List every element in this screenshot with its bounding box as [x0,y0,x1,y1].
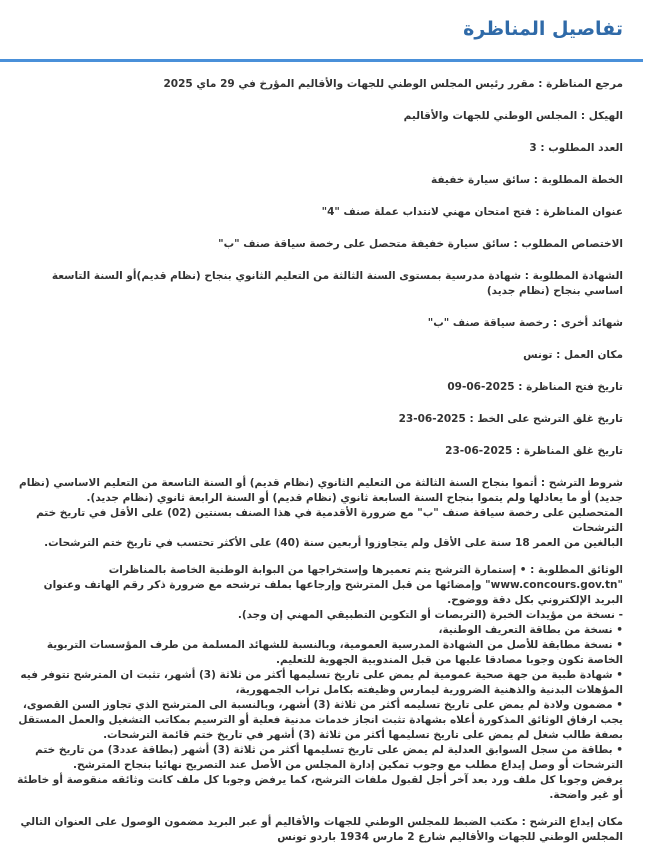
field-value: سائق سيارة خفيفة متحصل على رخصة سياقة صنف "ب" [218,238,510,250]
field-other-certificates: شهائد أخرى : رخصة سياقة صنف "ب" [427,317,623,329]
deposit-line: المجلس الوطني للجهات والأقاليم شارع 2 مارس 1934 باردو تونس [277,831,623,843]
field-label: العدد المطلوب [548,142,623,154]
conditions-label: شروط الترشح [548,477,623,489]
field-specialty: الاختصاص المطلوب : سائق سيارة خفيفة متحصل على رخصة سياقة صنف "ب" [218,238,623,250]
field-label: مكان العمل [563,349,623,361]
field-label: الخطة المطلوبة [541,174,623,186]
field-value: 3 [529,142,537,154]
deposit-line: مكان إيداع الترشح : مكتب الضبط للمجلس الوطني للجهات والأقاليم أو عبر البريد مضمون الوصول على العنوان التالي [20,816,623,828]
field-label: الشهادة المطلوبة [532,270,623,282]
documents-line: • مضمون ولادة لم يمض على تاريخ تسليمه أكثر من ثلاثة (3) أشهر، وبالنسبة الى المترشح الذي تجاوز السن القصوى، يجب ارفاق الوثائق المذكورة أعلاه بشهادة تثبت انجاز خدمات مدنية فعلية أو الترسيم بمكاتب التشغيل والعمل المستقل بصفة طالب شغل لم يمض على تاريخ تسليمها أكثر من ثلاثة (3) أشهر في تاريخ ختم قائمة الترشحات. [18,699,623,741]
field-structure: الهيكل : المجلس الوطني للجهات والأقاليم [403,110,623,122]
field-value: رخصة سياقة صنف "ب" [427,317,550,329]
documents-line: يرفض وجوبا كل ملف ورد بعد آخر أجل لقبول ملفات الترشح، كما يرفض وجوبا كل ملف كانت وثائقه منقوصة أو خاطئة أو غير واضحة. [17,774,623,801]
field-count: العدد المطلوب : 3 [529,142,623,154]
field-position: الخطة المطلوبة : سائق سيارة خفيفة [431,174,623,186]
field-reference: مرجع المناظرة : مقرر رئيس المجلس الوطني للجهات والأقاليم المؤرخ في 29 ماي 2025 [163,78,623,90]
field-value: فتح امتحان مهني لانتداب عملة صنف "4" [321,206,532,218]
field-label: عنوان المناظرة [543,206,623,218]
field-value: مقرر رئيس المجلس الوطني للجهات والأقاليم المؤرخ في 29 ماي 2025 [163,78,535,90]
documents-label: الوثائق المطلوبة [537,564,623,576]
field-label: الاختصاص المطلوب [521,238,623,250]
documents-line: • بطاقة من سجل السوابق العدلية لم يمض على تاريخ تسليمها أكثر من ثلاثة (3) أشهر (بطاقة عدد3) من تاريخ ختم الترشحات أو وصل إيداع مطلب مع وجوب تمكين إدارة المجلس من الأصل عند التصريح نهائيا بنجاح المترشح. [35,744,623,771]
documents-line: - نسخة من مؤيدات الخبرة (التربصات أو التكوين التطبيقي المهني إن وجد). [237,609,623,621]
field-label: تاريخ غلق المناظرة [523,445,623,457]
title-underline [0,59,643,62]
field-value: 2025-06-09 [447,381,515,393]
field-exam-title: عنوان المناظرة : فتح امتحان مهني لانتداب عملة صنف "4" [321,206,623,218]
field-value: شهادة مدرسية بمستوى السنة الثالثة من التعليم الثانوي بنجاح (نظام قديم)أو السنة التاسعة اساسي بنجاح (نظام جديد) [51,270,623,297]
conditions-line: البالغين من العمر 18 سنة على الأقل ولم يتجاوزوا أربعين سنة (40) على الأكثر تحتسب في تاريخ ختم الترشحات. [44,537,623,549]
conditions-section [12,476,623,551]
field-label: شهائد أخرى [560,317,623,329]
page-title: تفاصيل المناظرة [463,18,623,40]
deposit-section [12,815,623,845]
field-close-date: تاريخ غلق المناظرة : 2025-06-23 [445,445,623,457]
field-open-date: تاريخ فتح المناظرة : 2025-06-09 [447,381,623,393]
documents-section [12,563,623,803]
documents-line: • نسخة من بطاقة التعريف الوطنية، [438,624,623,636]
field-online-close-date: تاريخ غلق الترشح على الخط : 2025-06-23 [398,413,623,425]
field-degree: الشهادة المطلوبة : شهادة مدرسية بمستوى السنة الثالثة من التعليم الثانوي بنجاح (نظام قديم)أو السنة التاسعة اساسي بنجاح (نظام جديد) [51,270,623,297]
conditions-line: شروط الترشح : أتموا بنجاح السنة الثالثة من التعليم الثانوي (نظام قديم) أو السنة التاسعة من التعليم الاساسي (نظام جديد) أو ما يعادلها ولم يتموا بنجاح السنة السابعة ثانوي (نظام قديم) أو السنة الرابعة ثانوي (نظام جديد). [19,477,623,504]
field-value: تونس [523,349,553,361]
documents-line: الوثائق المطلوبة : • إستمارة الترشح يتم تعميرها وإستخراجها من البوابة الوطنية الخاصة بالمناظرات "www.concours.gov.tn" وإمضائها من قبل المترشح وإرجاعها بملف ترشحه مع ضرورة ذكر رقم الهاتف وعنوان البريد الإلكتروني بكل دقة ووضوح. [43,564,623,606]
conditions-line: المتحصلين على رخصة سياقة صنف "ب" مع ضرورة الأقدمية في هذا الصنف بسنتين (02) على الأقل في تاريخ ختم الترشحات [36,507,623,534]
field-workplace: مكان العمل : تونس [523,349,623,361]
deposit-label: مكان إيداع الترشح [529,816,623,828]
field-value: المجلس الوطني للجهات والأقاليم [403,110,578,122]
details-body [12,77,623,845]
documents-line: • نسخة مطابقة للأصل من الشهادة المدرسية العمومية، وبالنسبة للشهائد المسلمة من طرف المؤسسات التربوية الخاصة تكون وجوبا مصادقا عليها من قبل المندوبية الجهوية للتعليم. [46,639,623,666]
field-value: 2025-06-23 [445,445,513,457]
documents-line: • شهادة طبية من جهة صحية عمومية لم يمض على تاريخ تسليمها أكثر من ثلاثة (3) أشهر، تثبت ان المترشح تتوفر فيه المؤهلات البدنية والذهنية الضرورية ليمارس وظيفته بكامل تراب الجمهورية، [20,669,623,696]
field-label: تاريخ فتح المناظرة [526,381,623,393]
field-label: مرجع المناظرة [546,78,623,90]
field-label: الهيكل [588,110,623,122]
header [0,0,653,58]
field-value: 2025-06-23 [398,413,466,425]
field-label: تاريخ غلق الترشح على الخط [477,413,623,425]
field-value: سائق سيارة خفيفة [431,174,531,186]
